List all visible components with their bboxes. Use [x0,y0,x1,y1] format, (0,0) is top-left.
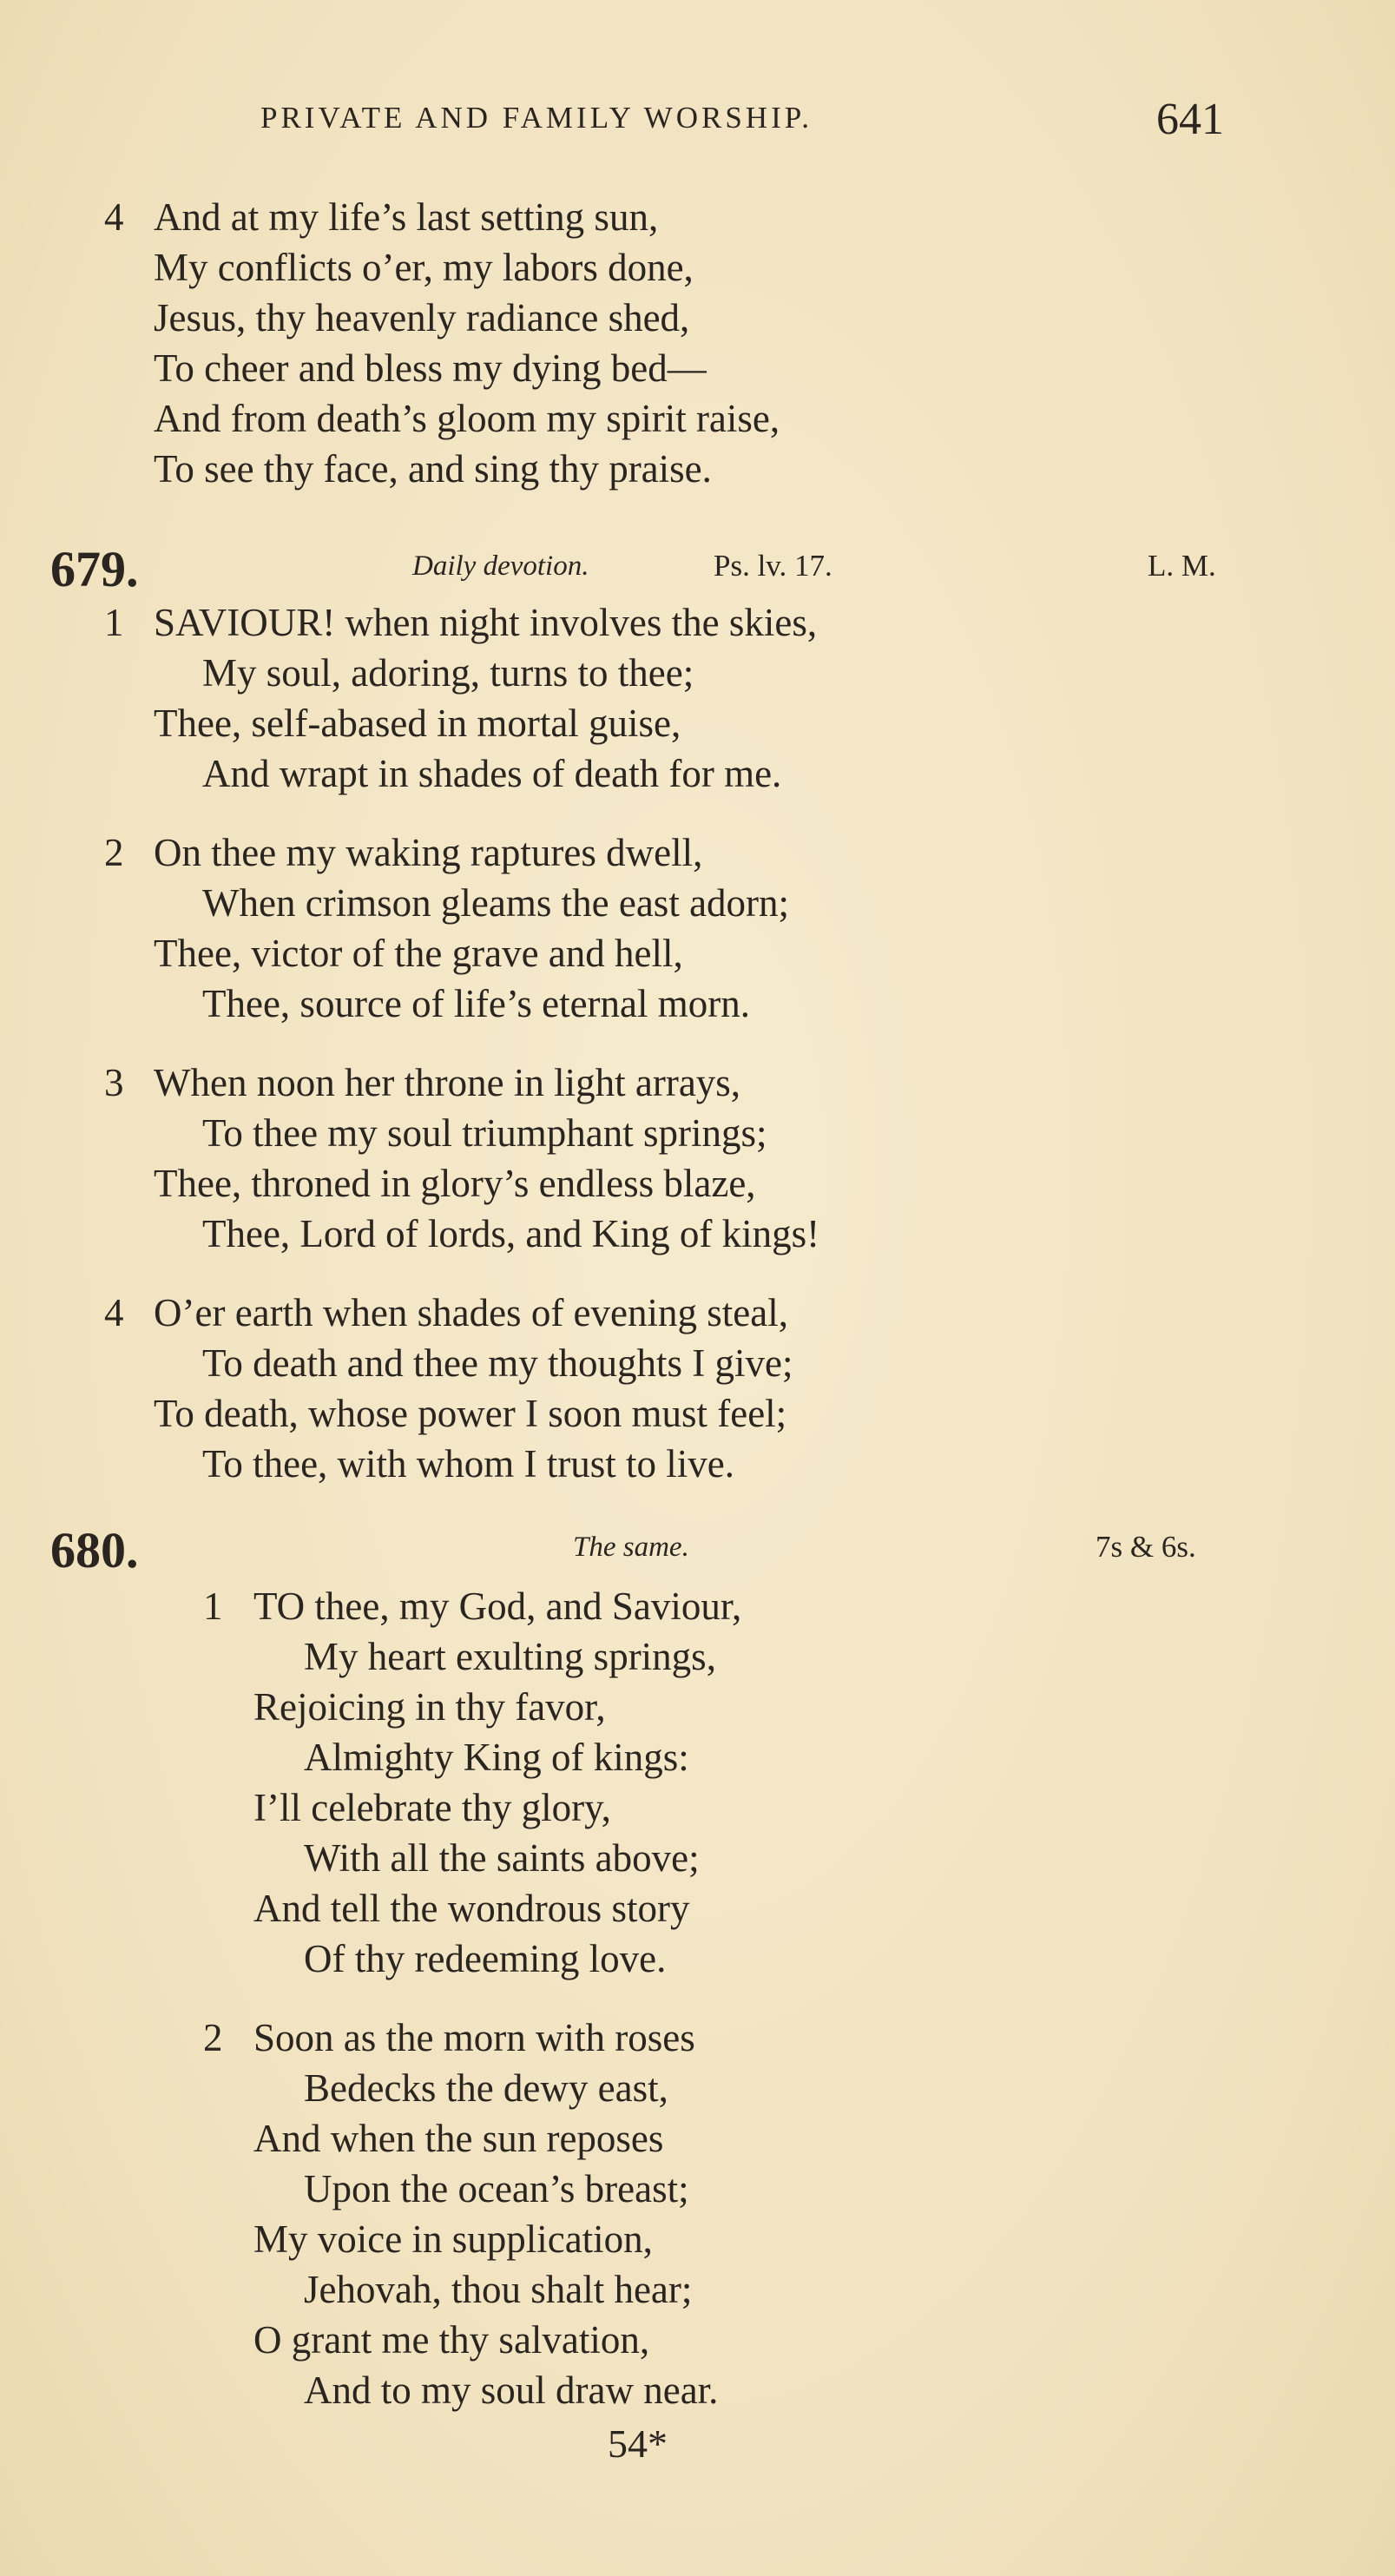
verse-line: When noon her throne in light arrays, [154,1061,741,1104]
verse-number: 2 [203,2016,223,2059]
page-header [0,94,1395,146]
verse-line: To cheer and bless my dying bed— [154,346,707,390]
verse-line: Almighty King of kings: [304,1736,689,1779]
verse-line: My conflicts o’er, my labors done, [154,246,694,289]
verse-line: To death, whose power I soon must feel; [154,1392,787,1435]
verse-line: To thee my soul triumphant springs; [202,1111,767,1155]
verse-line: My voice in supplication, [253,2217,653,2261]
verse-line: TO thee, my God, and Saviour, [253,1584,742,1628]
page-number: 641 [1156,95,1224,144]
hymn-subject: Daily devotion. [412,550,589,582]
verse-line: With all the saints above; [304,1836,700,1880]
scripture-reference: Ps. lv. 17. [714,549,832,583]
verse-number: 1 [203,1584,223,1628]
verse-line: To see thy face, and sing thy praise. [154,447,712,491]
hymn-heading [0,1521,1395,1578]
verse-line: Thee, throned in glory’s endless blaze, [154,1162,756,1205]
verse-line: O grant me thy salvation, [253,2318,650,2362]
verse-line: Bedecks the dewy east, [304,2066,668,2110]
hymn-heading [0,540,1395,597]
verse-line: Jesus, thy heavenly radiance shed, [154,296,690,339]
verse-line: Upon the ocean’s breast; [304,2167,689,2210]
verse-line: And to my soul draw near. [304,2368,719,2412]
verse-line: I’ll celebrate thy glory, [253,1786,611,1829]
verse-line: And when the sun reposes [253,2117,664,2160]
verse-number: 4 [104,1291,124,1334]
verse-line: To death and thee my thoughts I give; [202,1341,793,1385]
hymn-meter: L. M. [1148,549,1216,583]
hymn-meter: 7s & 6s. [1096,1530,1196,1564]
hymn-subject: The same. [573,1532,689,1563]
verse-number: 1 [104,601,124,644]
running-title: PRIVATE AND FAMILY WORSHIP. [260,101,813,135]
verse-line: Thee, victor of the grave and hell, [154,932,683,975]
signature-mark: 54* [608,2421,668,2466]
verse-line: When crimson gleams the east adorn; [202,881,790,925]
verse-line: Soon as the morn with roses [253,2016,695,2059]
verse-line: On thee my waking raptures dwell, [154,831,703,874]
hymn-number: 680. [50,1522,139,1578]
verse-line: Rejoicing in thy favor, [253,1685,606,1729]
verse-line: Of thy redeeming love. [304,1937,667,1980]
verse-line: My heart exulting springs, [304,1635,716,1678]
verse-line: SAVIOUR! when night involves the skies, [154,601,818,644]
verse-line: And at my life’s last setting sun, [154,195,659,239]
verse-line: Thee, source of life’s eternal morn. [202,982,750,1025]
verse-number: 4 [104,195,124,239]
verse-line: Thee, self-abased in mortal guise, [154,702,681,745]
verse-line: My soul, adoring, turns to thee; [202,651,694,695]
verse-number: 3 [104,1061,124,1104]
verse-line: Thee, Lord of lords, and King of kings! [202,1212,820,1255]
hymn-number: 679. [50,541,139,597]
verse-line: And from death’s gloom my spirit raise, [154,397,780,440]
verse-line: To thee, with whom I trust to live. [202,1442,735,1486]
verse-line: And wrapt in shades of death for me. [202,752,782,795]
verse-line: Jehovah, thou shalt hear; [304,2268,693,2311]
verse-line: And tell the wondrous story [253,1887,690,1930]
verse-number: 2 [104,831,124,874]
verse-line: O’er earth when shades of evening steal, [154,1291,788,1334]
